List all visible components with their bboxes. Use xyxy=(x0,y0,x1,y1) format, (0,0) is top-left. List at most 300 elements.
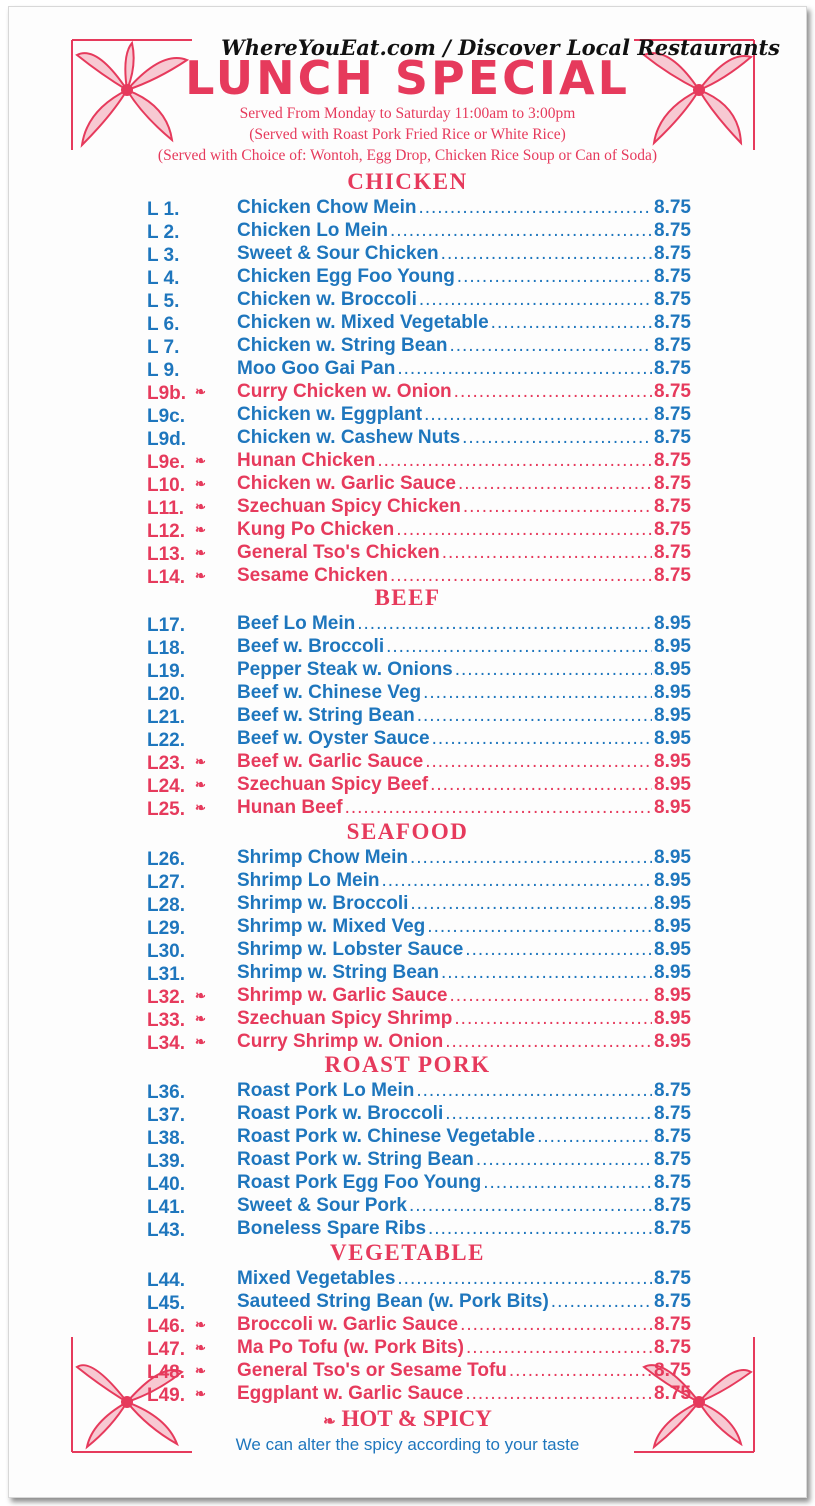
item-price: 8.95 xyxy=(654,613,691,634)
hot-spicy-label: HOT & SPICY xyxy=(341,1406,492,1431)
item-name: Curry Chicken w. Onion xyxy=(237,381,452,402)
menu-item xyxy=(147,750,691,773)
item-line xyxy=(237,219,691,242)
item-line xyxy=(237,403,691,426)
leader-dots xyxy=(419,288,652,311)
pepper-icon: ❧ xyxy=(195,522,206,537)
item-name: Broccoli w. Garlic Sauce xyxy=(237,1314,459,1335)
item-code: L36. xyxy=(147,1082,186,1103)
menu-item xyxy=(147,1290,691,1313)
item-price: 8.75 xyxy=(654,266,691,287)
item-code: L18. xyxy=(147,638,186,659)
item-line xyxy=(237,449,691,472)
item-name: Beef Lo Mein xyxy=(237,613,356,634)
item-price: 8.95 xyxy=(654,916,691,937)
menu-item xyxy=(147,1217,691,1240)
leader-dots xyxy=(430,773,652,796)
item-name: Beef w. Garlic Sauce xyxy=(237,751,424,772)
menu-item xyxy=(147,1007,691,1030)
pepper-icon: ❧ xyxy=(195,988,206,1003)
leader-dots xyxy=(466,1336,652,1359)
pepper-icon: ❧ xyxy=(323,1414,336,1430)
leader-dots xyxy=(424,403,652,426)
menu-item xyxy=(147,984,691,1007)
item-line xyxy=(237,1267,691,1290)
item-line xyxy=(237,961,691,984)
item-line xyxy=(237,681,691,704)
menu-item xyxy=(147,938,691,961)
item-line xyxy=(237,1336,691,1359)
item-code: L28. xyxy=(147,895,186,916)
item-line xyxy=(237,472,691,495)
leader-dots xyxy=(345,796,652,819)
item-code: L38. xyxy=(147,1128,186,1149)
menu-item xyxy=(147,472,691,495)
item-line xyxy=(237,380,691,403)
section-title: VEGETABLE xyxy=(330,1240,485,1265)
pepper-icon: ❧ xyxy=(195,1011,206,1026)
item-line xyxy=(237,846,691,869)
subtitle-hours: Served From Monday to Saturday 11:00am to 3:00pm xyxy=(239,105,576,122)
item-line xyxy=(237,1171,691,1194)
item-line xyxy=(237,357,691,380)
item-code: L27. xyxy=(147,872,186,893)
item-code: L9c. xyxy=(147,406,186,427)
item-price: 8.75 xyxy=(654,1172,691,1193)
leader-dots xyxy=(409,1194,652,1217)
item-name: Chicken Lo Mein xyxy=(237,220,388,241)
leader-dots xyxy=(455,658,652,681)
item-code: L24. xyxy=(147,776,186,797)
item-line xyxy=(237,265,691,288)
item-name: Shrimp Chow Mein xyxy=(237,847,408,868)
leader-dots xyxy=(457,265,652,288)
leader-dots xyxy=(537,1125,652,1148)
item-code: L32. xyxy=(147,987,186,1008)
menu-item xyxy=(147,961,691,984)
item-code: L41. xyxy=(147,1197,186,1218)
menu-item xyxy=(147,334,691,357)
leader-dots xyxy=(428,1217,652,1240)
leader-dots xyxy=(427,915,652,938)
leader-dots xyxy=(396,518,652,541)
item-line xyxy=(237,704,691,727)
leader-dots xyxy=(454,380,652,403)
item-price: 8.95 xyxy=(654,893,691,914)
menu-item xyxy=(147,635,691,658)
leader-dots xyxy=(357,612,652,635)
leader-dots xyxy=(551,1290,652,1313)
item-price: 8.75 xyxy=(654,1291,691,1312)
menu-item xyxy=(147,658,691,681)
item-line xyxy=(237,658,691,681)
pepper-icon: ❧ xyxy=(195,545,206,560)
item-name: Shrimp w. Lobster Sauce xyxy=(237,939,464,960)
menu-item xyxy=(147,311,691,334)
item-price: 8.75 xyxy=(654,542,691,563)
menu-item xyxy=(147,1125,691,1148)
item-code: L48. xyxy=(147,1362,186,1383)
menu-item xyxy=(147,196,691,219)
item-code: L33. xyxy=(147,1010,186,1031)
item-code: L46. xyxy=(147,1316,186,1337)
menu-item xyxy=(147,449,691,472)
item-code: L9d. xyxy=(147,429,187,450)
item-code: L22. xyxy=(147,730,186,751)
item-name: Roast Pork w. String Bean xyxy=(237,1149,474,1170)
item-line xyxy=(237,1148,691,1171)
item-name: Beef w. Chinese Veg xyxy=(237,682,422,703)
pepper-icon: ❧ xyxy=(195,754,206,769)
item-price: 8.95 xyxy=(654,728,691,749)
leader-dots xyxy=(423,681,652,704)
item-name: Szechuan Spicy Shrimp xyxy=(237,1008,453,1029)
item-line xyxy=(237,288,691,311)
item-name: Shrimp Lo Mein xyxy=(237,870,380,891)
item-name: Chicken w. Cashew Nuts xyxy=(237,427,461,448)
item-name: Roast Pork Lo Mein xyxy=(237,1080,415,1101)
item-name: Shrimp w. Broccoli xyxy=(237,893,409,914)
menu-item xyxy=(147,1313,691,1336)
item-price: 8.95 xyxy=(654,985,691,1006)
item-name: Hunan Beef xyxy=(237,797,343,818)
menu-item xyxy=(147,357,691,380)
item-code: L21. xyxy=(147,707,186,728)
item-name: Roast Pork w. Chinese Vegetable xyxy=(237,1126,536,1147)
section-title: CHICKEN xyxy=(347,169,468,194)
menu-item xyxy=(147,1030,691,1053)
item-price: 8.75 xyxy=(654,1195,691,1216)
item-line xyxy=(237,1125,691,1148)
pepper-icon: ❧ xyxy=(195,568,206,583)
item-price: 8.75 xyxy=(654,450,691,471)
item-code: L44. xyxy=(147,1270,186,1291)
item-line xyxy=(237,750,691,773)
section-title: ROAST PORK xyxy=(324,1052,491,1077)
item-line xyxy=(237,1007,691,1030)
item-price: 8.95 xyxy=(654,636,691,657)
item-line xyxy=(237,541,691,564)
item-line xyxy=(237,1102,691,1125)
item-price: 8.75 xyxy=(654,358,691,379)
menu-page xyxy=(8,6,807,1498)
item-code: L9e. xyxy=(147,452,186,473)
item-line xyxy=(237,915,691,938)
item-name: Shrimp w. String Bean xyxy=(237,962,439,983)
item-line xyxy=(237,196,691,219)
item-code: L37. xyxy=(147,1105,186,1126)
leader-dots xyxy=(463,495,652,518)
item-name: Kung Po Chicken xyxy=(237,519,395,540)
pepper-icon: ❧ xyxy=(195,499,206,514)
item-name: Sauteed String Bean (w. Pork Bits) xyxy=(237,1291,549,1312)
item-code: L31. xyxy=(147,964,186,985)
pepper-icon: ❧ xyxy=(195,777,206,792)
item-line xyxy=(237,1290,691,1313)
item-line xyxy=(237,612,691,635)
item-name: Shrimp w. Garlic Sauce xyxy=(237,985,448,1006)
item-line xyxy=(237,242,691,265)
leader-dots xyxy=(425,750,652,773)
item-code: L 7. xyxy=(147,337,180,358)
item-line xyxy=(237,892,691,915)
leader-dots xyxy=(465,938,652,961)
item-code: L9b. xyxy=(147,383,187,404)
item-code: L25. xyxy=(147,799,186,820)
item-code: L20. xyxy=(147,684,186,705)
item-name: Chicken w. Eggplant xyxy=(237,404,423,425)
item-name: Chicken w. Mixed Vegetable xyxy=(237,312,489,333)
leader-dots xyxy=(418,196,652,219)
item-line xyxy=(237,311,691,334)
item-price: 8.75 xyxy=(654,1337,691,1358)
pepper-icon: ❧ xyxy=(195,1034,206,1049)
menu-item xyxy=(147,915,691,938)
item-code: L 2. xyxy=(147,222,180,243)
leader-dots xyxy=(432,727,652,750)
item-name: Shrimp w. Mixed Veg xyxy=(237,916,426,937)
menu-item xyxy=(147,426,691,449)
pepper-icon: ❧ xyxy=(195,800,206,815)
leader-dots xyxy=(483,1171,652,1194)
item-price: 8.75 xyxy=(654,496,691,517)
item-code: L49. xyxy=(147,1385,186,1406)
item-price: 8.95 xyxy=(654,705,691,726)
item-name: Szechuan Spicy Beef xyxy=(237,774,429,795)
section-title: BEEF xyxy=(374,585,441,610)
item-line xyxy=(237,1313,691,1336)
menu-item xyxy=(147,773,691,796)
item-price: 8.95 xyxy=(654,774,691,795)
menu-item xyxy=(147,1194,691,1217)
leader-dots xyxy=(445,1030,652,1053)
menu-item xyxy=(147,727,691,750)
menu-item xyxy=(147,612,691,635)
item-price: 8.95 xyxy=(654,659,691,680)
item-code: L39. xyxy=(147,1151,186,1172)
item-line xyxy=(237,773,691,796)
leader-dots xyxy=(476,1148,652,1171)
item-name: General Tso's Chicken xyxy=(237,542,440,563)
item-price: 8.95 xyxy=(654,847,691,868)
section-title: SEAFOOD xyxy=(346,819,469,844)
menu-item xyxy=(147,1102,691,1125)
subtitle-soup: (Served with Choice of: Wontoh, Egg Drop, Chicken Rice Soup or Can of Soda) xyxy=(157,147,658,164)
pepper-icon: ❧ xyxy=(195,453,206,468)
item-name: Roast Pork Egg Foo Young xyxy=(237,1172,482,1193)
leader-dots xyxy=(509,1359,652,1382)
item-price: 8.75 xyxy=(654,289,691,310)
leader-dots xyxy=(458,472,652,495)
leader-dots xyxy=(441,242,652,265)
item-line xyxy=(237,1359,691,1382)
watermark: WhereYouEat.com / Discover Local Restaurants xyxy=(221,35,780,60)
item-name: Hunan Chicken xyxy=(237,450,376,471)
menu-item xyxy=(147,518,691,541)
item-line xyxy=(237,727,691,750)
item-name: Chicken Chow Mein xyxy=(237,197,417,218)
item-line xyxy=(237,334,691,357)
menu-item xyxy=(147,846,691,869)
item-name: Ma Po Tofu (w. Pork Bits) xyxy=(237,1337,464,1358)
menu-item xyxy=(147,1079,691,1102)
menu-item xyxy=(147,869,691,892)
item-line xyxy=(237,1194,691,1217)
item-name: Pepper Steak w. Onions xyxy=(237,659,453,680)
item-price: 8.95 xyxy=(654,751,691,772)
item-price: 8.75 xyxy=(654,404,691,425)
item-code: L23. xyxy=(147,753,186,774)
leader-dots xyxy=(382,869,653,892)
pepper-icon: ❧ xyxy=(195,1363,206,1378)
item-price: 8.75 xyxy=(654,220,691,241)
item-price: 8.75 xyxy=(654,1080,691,1101)
item-line xyxy=(237,1079,691,1102)
leader-dots xyxy=(410,892,652,915)
item-code: L34. xyxy=(147,1033,186,1054)
menu-item xyxy=(147,541,691,564)
item-price: 8.75 xyxy=(654,1268,691,1289)
hot-spicy-legend xyxy=(9,1406,806,1432)
item-code: L30. xyxy=(147,941,186,962)
menu-item xyxy=(147,219,691,242)
item-price: 8.75 xyxy=(654,1149,691,1170)
item-name: Sweet & Sour Pork xyxy=(237,1195,407,1216)
leader-dots xyxy=(465,1382,652,1405)
item-name: Moo Goo Gai Pan xyxy=(237,358,396,379)
leader-dots xyxy=(460,1313,652,1336)
leader-dots xyxy=(491,311,652,334)
menu-item xyxy=(147,380,691,403)
menu-item xyxy=(147,704,691,727)
menu-item xyxy=(147,1267,691,1290)
item-price: 8.75 xyxy=(654,565,691,586)
menu-item xyxy=(147,403,691,426)
pepper-icon: ❧ xyxy=(195,384,206,399)
item-name: Szechuan Spicy Chicken xyxy=(237,496,461,517)
item-line xyxy=(237,518,691,541)
item-price: 8.75 xyxy=(654,427,691,448)
item-line xyxy=(237,869,691,892)
item-code: L47. xyxy=(147,1339,186,1360)
menu-item xyxy=(147,265,691,288)
item-code: L 6. xyxy=(147,314,180,335)
item-name: Beef w. Broccoli xyxy=(237,636,385,657)
item-code: L 9. xyxy=(147,360,180,381)
menu-item xyxy=(147,1359,691,1382)
item-price: 8.75 xyxy=(654,335,691,356)
item-price: 8.95 xyxy=(654,1008,691,1029)
item-name: Chicken Egg Foo Young xyxy=(237,266,455,287)
leader-dots xyxy=(454,1007,652,1030)
item-code: L17. xyxy=(147,615,186,636)
item-line xyxy=(237,1217,691,1240)
item-code: L45. xyxy=(147,1293,186,1314)
leader-dots xyxy=(416,1079,652,1102)
leader-dots xyxy=(441,961,652,984)
leader-dots xyxy=(397,357,652,380)
leader-dots xyxy=(410,846,652,869)
menu-item xyxy=(147,288,691,311)
leader-dots xyxy=(377,449,652,472)
item-price: 8.75 xyxy=(654,473,691,494)
item-code: L14. xyxy=(147,567,186,588)
item-code: L12. xyxy=(147,521,186,542)
item-line xyxy=(237,426,691,449)
item-code: L 5. xyxy=(147,291,180,312)
item-line xyxy=(237,1030,691,1053)
item-line xyxy=(237,564,691,587)
menu-item xyxy=(147,495,691,518)
item-code: L19. xyxy=(147,661,186,682)
item-name: Boneless Spare Ribs xyxy=(237,1218,427,1239)
item-price: 8.95 xyxy=(654,962,691,983)
item-name: Eggplant w. Garlic Sauce xyxy=(237,1383,464,1404)
menu-item xyxy=(147,1382,691,1405)
item-code: L11. xyxy=(147,498,184,519)
item-code: L43. xyxy=(147,1220,186,1241)
item-code: L29. xyxy=(147,918,186,939)
leader-dots xyxy=(390,564,652,587)
item-price: 8.75 xyxy=(654,1383,691,1404)
item-price: 8.75 xyxy=(654,1360,691,1381)
item-code: L10. xyxy=(147,475,186,496)
item-line xyxy=(237,984,691,1007)
menu-item xyxy=(147,1336,691,1359)
menu-item xyxy=(147,796,691,819)
item-name: Sweet & Sour Chicken xyxy=(237,243,439,264)
leader-dots xyxy=(442,541,652,564)
item-line xyxy=(237,1382,691,1405)
leader-dots xyxy=(462,426,652,449)
item-name: Curry Shrimp w. Onion xyxy=(237,1031,444,1052)
leader-dots xyxy=(449,984,652,1007)
item-code: L13. xyxy=(147,544,186,565)
leader-dots xyxy=(390,219,652,242)
item-price: 8.75 xyxy=(654,381,691,402)
item-price: 8.75 xyxy=(654,243,691,264)
item-line xyxy=(237,938,691,961)
item-name: General Tso's or Sesame Tofu xyxy=(237,1360,507,1381)
menu-item xyxy=(147,1171,691,1194)
item-price: 8.95 xyxy=(654,797,691,818)
item-code: L 1. xyxy=(147,199,180,220)
menu-item xyxy=(147,564,691,587)
leader-dots xyxy=(445,1102,652,1125)
item-line xyxy=(237,796,691,819)
item-price: 8.95 xyxy=(654,682,691,703)
item-code: L 3. xyxy=(147,245,180,266)
item-line xyxy=(237,635,691,658)
subtitle-rice: (Served with Roast Pork Fried Rice or White Rice) xyxy=(249,126,566,143)
item-name: Mixed Vegetables xyxy=(237,1268,396,1289)
pepper-icon: ❧ xyxy=(195,476,206,491)
leader-dots xyxy=(417,704,652,727)
item-line xyxy=(237,495,691,518)
item-code: L40. xyxy=(147,1174,186,1195)
item-name: Roast Pork w. Broccoli xyxy=(237,1103,444,1124)
item-price: 8.75 xyxy=(654,1314,691,1335)
item-price: 8.95 xyxy=(654,939,691,960)
item-price: 8.75 xyxy=(654,312,691,333)
menu-item xyxy=(147,892,691,915)
item-code: L 4. xyxy=(147,268,180,289)
spicy-note: We can alter the spicy according to your taste xyxy=(235,1435,580,1454)
menu-item xyxy=(147,681,691,704)
item-name: Beef w. Oyster Sauce xyxy=(237,728,430,749)
item-price: 8.75 xyxy=(654,197,691,218)
item-price: 8.75 xyxy=(654,1218,691,1239)
